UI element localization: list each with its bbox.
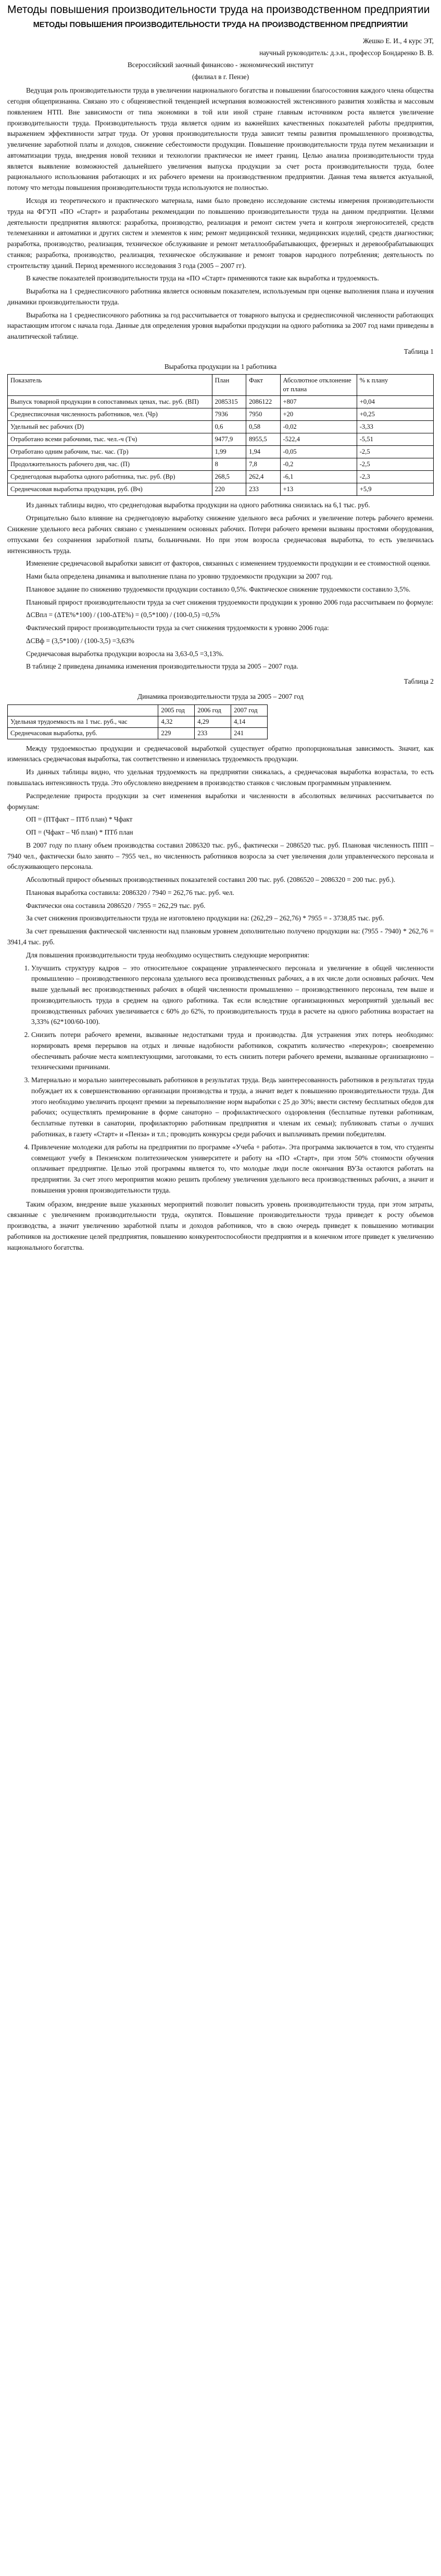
paragraph-2007-volume: В 2007 году по плану объем производства составил 2086320 тыс. руб., фактически – 2086520 тыс. руб. Плановая численность ППП – 7940 чел., фактически было занято – 7955 чел., но численность работников возросла за счет увеличения доли управленческого персонала и обслуживающего персонала. — [7, 841, 434, 871]
table-cell: Продолжительность рабочего дня, час. (П) — [8, 458, 212, 471]
table-cell: Отработано одним рабочим, тыс. час. (Тр) — [8, 446, 212, 458]
table1 — [7, 374, 434, 496]
table1-number: Таблица 1 — [404, 347, 434, 355]
table-cell: Выпуск товарной продукции в сопоставимых ценах, тыс. руб. (ВП) — [8, 396, 212, 408]
paragraph-absolute-growth: Абсолютный прирост объемных производственных показателей составил 200 тыс. руб. (2086520 – 2086320 = 200 тыс. руб.). — [26, 876, 396, 884]
paragraph-table2-result: Из данных таблицы видно, что удельная трудоемкость на предприятии снижалась, а среднечасовая выработка возрастала, то есть повышалась интенсивность труда. Это обусловлено внедрением в производство станков с числовым программным управлением. — [7, 768, 434, 787]
table-cell: -0,02 — [280, 421, 357, 433]
table-cell: 4,29 — [195, 716, 231, 727]
paragraph-plan-reduction: Плановое задание по снижению трудоемкости продукции составило 0,5%. Фактическое снижение трудоемкости составило 3,5%. — [26, 585, 411, 593]
list-item: 1. Улучшить структуру кадров – это относительное сокращение управленческого персонала и увеличение в общей численности промышленно – производственного персонала удельного веса производственных рабочих, а в их числе доли основных рабочих. Чем выше удельный вес производственных рабочих в общей численности промышленно – производственного персонала, тем выше и производительность труда в среднем на одного работника. Так если вследствие организационных мероприятий удельный вес производственных рабочих увеличивается с 60% до 62%, то производительность труда в расчете на одного работника возрастает на 3,33% (62*100/60-100). — [31, 963, 434, 1028]
table-cell: +20 — [280, 408, 357, 421]
paragraph-negative-factors: Отрицательно было влияние на среднегодовую выработку снижение удельного веса рабочих и увеличение потерь рабочего времени. Снижение удельного веса рабочих связано с уменьшением основных рабочих. Потери рабочего времени вызваны простоями оборудования, отпусками без сохранения заработной платы, больничными. Но при этом возросла среднечасовая выработка, то есть увеличилась интенсивность труда. — [7, 514, 434, 555]
table-cell: Удельный вес рабочих (D) — [8, 421, 212, 433]
paper-advisor: научный руководитель: д.э.н., профессор Бондаренко В. В. — [259, 49, 434, 57]
table-cell: 262,4 — [246, 471, 280, 483]
paragraph-table1-result: Из данных таблицы видно, что среднегодовая выработка продукции на одного работника снизилась на 6,1 тыс. руб. — [26, 501, 370, 509]
formula-plan-growth: ΔСВпл = (ΔТЕ%*100) / (100-ΔТЕ%) = (0,5*100) / (100-0,5) =0,5% — [26, 611, 220, 619]
table1-header: Факт — [246, 375, 280, 396]
paper-branch: (филиал в г. Пензе) — [192, 72, 249, 81]
table1-header: % к плану — [357, 375, 433, 396]
table-cell: 233 — [246, 483, 280, 496]
table-row — [8, 471, 434, 483]
paper-author: Жешко Е. И., 4 курс ЭТ, — [362, 37, 434, 45]
paragraph-output-main: Выработка на 1 среднесписочного работника является основным показателем, используемым при оценке выполнения плана и изучения динамики производительности труда. — [7, 287, 434, 306]
table-cell: 241 — [231, 727, 268, 739]
paragraph-headcount-gain: За счет превышения фактической численности над плановым уровнем дополнительно получено продукции на: (7955 - 7940) * 262,76 = 3941,4 тыс. руб. — [7, 927, 434, 946]
paragraph-hourly-output: Изменение среднечасовой выработки зависит от факторов, связанных с изменением трудоемкости продукции и ее стоимостной оценки. — [26, 559, 431, 568]
table-cell: 7950 — [246, 408, 280, 421]
paragraph-output-calc: Выработка на 1 среднесписочного работника за год рассчитывается от товарного выпуска и среднесписочной численности работающих нарастающим итогом с начала года. Данные для определения уровня выработки продукции на одного работника за 2007 год нами приведены в аналитической таблице. — [7, 311, 434, 341]
table-cell: 1,99 — [212, 446, 246, 458]
paragraph-productivity-loss: За счет снижения производительности труда не изготовлено продукции на: (262,29 – 262,76) * 7955 = - 3738,85 тыс. руб. — [26, 914, 384, 922]
table-cell: 7936 — [212, 408, 246, 421]
paragraph-actual-output: Фактически она составила 2086520 / 7955 = 262,29 тыс. руб. — [26, 901, 206, 909]
paragraph-labor-intensity: Нами была определена динамика и выполнение плана по уровню трудоемкости продукции за 2007 год. — [26, 572, 333, 581]
table-cell: +0,04 — [357, 396, 433, 408]
table-cell: -3,33 — [357, 421, 433, 433]
table-cell: 7,8 — [246, 458, 280, 471]
table-cell: Среднесписочная численность работников, чел. (Чр) — [8, 408, 212, 421]
paragraph-indicators: В качестве показателей производительности труда на «ПО «Старт» применяются такие как выработка и трудоемкость. — [26, 274, 379, 283]
table-cell: Среднегодовая выработка одного работника, тыс. руб. (Вр) — [8, 471, 212, 483]
table-cell: 1,94 — [246, 446, 280, 458]
table-row — [8, 408, 434, 421]
table-cell: +0,25 — [357, 408, 433, 421]
table-row — [8, 433, 434, 446]
table-cell: -5,51 — [357, 433, 433, 446]
table-row — [8, 421, 434, 433]
paragraph-research: Исходя из теоретического и практического материала, нами было проведено исследование системы измерения производительности труда на ФГУП «ПО «Старт» и разработаны рекомендации по повышению производительности труда на данном предприятии. Целями деятельности предприятия являются: разработка, производство, реализация и ремонт систем учета и контроля энергоносителей, средств телемеханики и автоматики и других систем и элементов к ним; ремонт медицинской техники, медицинских изделий, средств диагностики; разработка, производство, реализация, техническое обслуживание и ремонт металлообрабатывающих, фрезерных и деревообрабатывающих станков; разработка, производство, реализация, техническое обслуживание и ремонт товаров народного потребления; деятельность по строительству зданий. Период временного исследования 3 года (2005 – 2007 гг). — [7, 196, 434, 270]
formula-actual-growth: ΔСВф = (3,5*100) / (100-3,5) =3,63% — [26, 636, 134, 645]
table-cell: Среднечасовая выработка продукции, руб. (Вч) — [8, 483, 212, 496]
table-cell: -2,5 — [357, 446, 433, 458]
table2-number: Таблица 2 — [404, 677, 434, 686]
paragraph-hourly-growth: Среднечасовая выработка продукции возросла на 3,63-0,5 =3,13%. — [26, 649, 224, 658]
table-row — [8, 446, 434, 458]
table-cell: -6,1 — [280, 471, 357, 483]
table-cell: +807 — [280, 396, 357, 408]
list-item: 3. Материально и морально заинтересовывать работников в результатах труда. Ведь заинтересованность работников в результатах труда побуждает их к совершенствованию организации производства и труда, а значит ведет к повышению производительности труда. Для этого необходимо увеличить процент премии за перевыполнение норм выработки с 25 до 30%; ввести систему бесплатных обедов для рабочих; осуществлять премирование в форме санаторно – профилактического оздоровления (бесплатные путевки работникам, бесплатные путевки в санатории, профилакторию работникам предприятия и членам их семьи); публиковать статьи о лучших работниках, в газету «Старт» и «Пенза» и т.п.; проводить конкурсы среди рабочих и выплачивать премии победителям. — [31, 1075, 434, 1140]
table-cell: 8955,5 — [246, 433, 280, 446]
table-cell: Удельная трудоемкость на 1 тыс. руб., час — [8, 716, 158, 727]
paragraph-measures-intro: Для повышения производительности труда необходимо осуществить следующие мероприятия: — [26, 951, 310, 959]
table-cell: +5,9 — [357, 483, 433, 496]
table2-header — [8, 704, 158, 716]
table-cell: -0,2 — [280, 458, 357, 471]
table-cell: 4,32 — [158, 716, 195, 727]
paragraph-actual-growth: Фактический прирост производительности труда за счет снижения трудоемкости к уровню 2006 года: — [26, 624, 329, 632]
table-cell: Среднечасовая выработка, руб. — [8, 727, 158, 739]
table2 — [7, 704, 268, 739]
table2-header: 2005 год — [158, 704, 195, 716]
table-cell: -2,3 — [357, 471, 433, 483]
page — [0, 0, 441, 1270]
table1-header: Абсолютное отклонение от плана — [280, 375, 357, 396]
table-cell: 4,14 — [231, 716, 268, 727]
paragraph-conclusion: Таким образом, внедрение выше указанных мероприятий позволит повысить уровень производительности труда, при этом затраты, связанные с увеличением производительности труда, окупятся. Повышение производительности труда приведет к росту объемов производства, а значит увеличению заработной платы и доходов работников, что в свою очередь приведет к повышению мотивации работников на достижение целей предприятия, повышению конкурентоспособности предприятия и в конечном итоге приведет к увеличению национального богатства. — [7, 1200, 434, 1251]
table-cell: 220 — [212, 483, 246, 496]
table-cell: 0,58 — [246, 421, 280, 433]
paper-institution: Всероссийский заочный финансово - экономический институт — [127, 60, 314, 69]
paragraph-table2-intro: В таблице 2 приведена динамика изменения производительности труда за 2005 – 2007 года. — [26, 662, 298, 671]
paragraph-inverse-relation: Между трудоемкостью продукции и среднечасовой выработкой существует обратно пропорциональная зависимость. Значит, как изменилась среднечасовая выработка, так соответственно и изменилась трудоемкость продукции. — [7, 744, 434, 763]
table-cell: -2,5 — [357, 458, 433, 471]
paragraph-distribution: Распределение прироста продукции за счет изменения выработки и численности в абсолютных величинах рассчитывается по формулам: — [7, 791, 434, 811]
table-cell: 233 — [195, 727, 231, 739]
table-row — [8, 716, 268, 727]
table1-caption: Выработка продукции на 1 работника — [164, 362, 277, 370]
table-cell: 0,6 — [212, 421, 246, 433]
table-cell: -0,05 — [280, 446, 357, 458]
table-cell: +13 — [280, 483, 357, 496]
table-cell: Отработано всеми рабочими, тыс. чел.-ч (Тч) — [8, 433, 212, 446]
table-cell: 9477,9 — [212, 433, 246, 446]
table-cell: 2086122 — [246, 396, 280, 408]
paragraph-plan-growth: Плановый прирост производительности труда за счет снижения трудоемкости продукции к уровню 2006 года рассчитываем по формуле: — [26, 598, 434, 606]
table-row — [8, 458, 434, 471]
measures-list — [7, 963, 434, 1196]
table1-header: План — [212, 375, 246, 396]
paper-title: МЕТОДЫ ПОВЫШЕНИЯ ПРОИЗВОДИТЕЛЬНОСТИ ТРУДА НА ПРОИЗВОДСТВЕННОМ ПРЕДПРИЯТИИ — [33, 21, 408, 30]
table-cell: 2085315 — [212, 396, 246, 408]
paragraph-plan-output: Плановая выработка составила: 2086320 / 7940 = 262,76 тыс. руб. чел. — [26, 888, 234, 896]
table2-header: 2007 год — [231, 704, 268, 716]
list-item: 4. Привлечение молодежи для работы на предприятии по программе «Учеба + работа». Эта программа заключается в том, что студенты совмещают учебу в Пензенском политехническом университете и работу на «ПО «Старт», при этом 50% стоимости обучения оплачивает предприятие. Целью этой программы является то, что молодые люди после окончания ВУЗа остаются работать на предприятии. За счет этого мероприятия можно решить проблему увеличения удельного веса производственных рабочих, а значит и повышения уровня производительности труда. — [31, 1142, 434, 1196]
table-row — [8, 396, 434, 408]
table-cell: 268,5 — [212, 471, 246, 483]
formula-output-by-headcount: ОП = (Чфакт – Чб план) * ПТб план — [26, 828, 133, 837]
table-row — [8, 727, 268, 739]
list-item: 2. Снизить потери рабочего времени, вызванные недостатками труда и производства. Для устранения этих потерь необходимо: нормировать время перерывов на отдых и личные надобности работников, сократить количество «перекуров»; своевременно обеспечивать рабочие места комплектующими, заготовками, то есть снизить потери рабочего времени, вызванные организационно – техническими причинами. — [31, 1030, 434, 1073]
table1-header-row — [8, 375, 434, 396]
table-cell: 229 — [158, 727, 195, 739]
table-cell: 8 — [212, 458, 246, 471]
table-cell: -522,4 — [280, 433, 357, 446]
page-title: Методы повышения производительности труда на производственном предприятии — [7, 4, 430, 16]
formula-output-by-productivity: ОП = (ПТфакт – ПТб план) * Чфакт — [26, 815, 133, 824]
table2-header-row — [8, 704, 268, 716]
paragraph-intro: Ведущая роль производительности труда в увеличении национального богатства и повышении благосостояния каждого члена общества сегодня общепризнанна. Связано это с общеизвестной тенденцией исчерпания возможностей экстенсивного развития хозяйства и массовым появлением НТП. Вне зависимости от типа экономики в той или иной стране главным источником роста является увеличение производительности труда. Производительность труда является одним из важнейших качественных показателей работы предприятия, выражением эффективности затрат труда. От уровня производительности труда зависит темпы развития промышленного производства, увеличение заработной платы и доходов, снижение себестоимости продукции. Повышение производительности труда путем механизации и автоматизации труда, внедрения новой техники и технологии практически не имеет границ. Целью анализа производительности труда является выявление возможностей дальнейшего увеличения выпуска продукции за счет роста производительности труда, более рационального использования работающих и их рабочего времени на производственном предприятии. Данная тема является актуальной, потому что методы повышения производительности труда используются не полностью. — [7, 86, 434, 192]
table2-header: 2006 год — [195, 704, 231, 716]
table1-header: Показатель — [8, 375, 212, 396]
table2-caption: Динамика производительности труда за 2005 – 2007 год — [137, 692, 304, 700]
table-row — [8, 483, 434, 496]
